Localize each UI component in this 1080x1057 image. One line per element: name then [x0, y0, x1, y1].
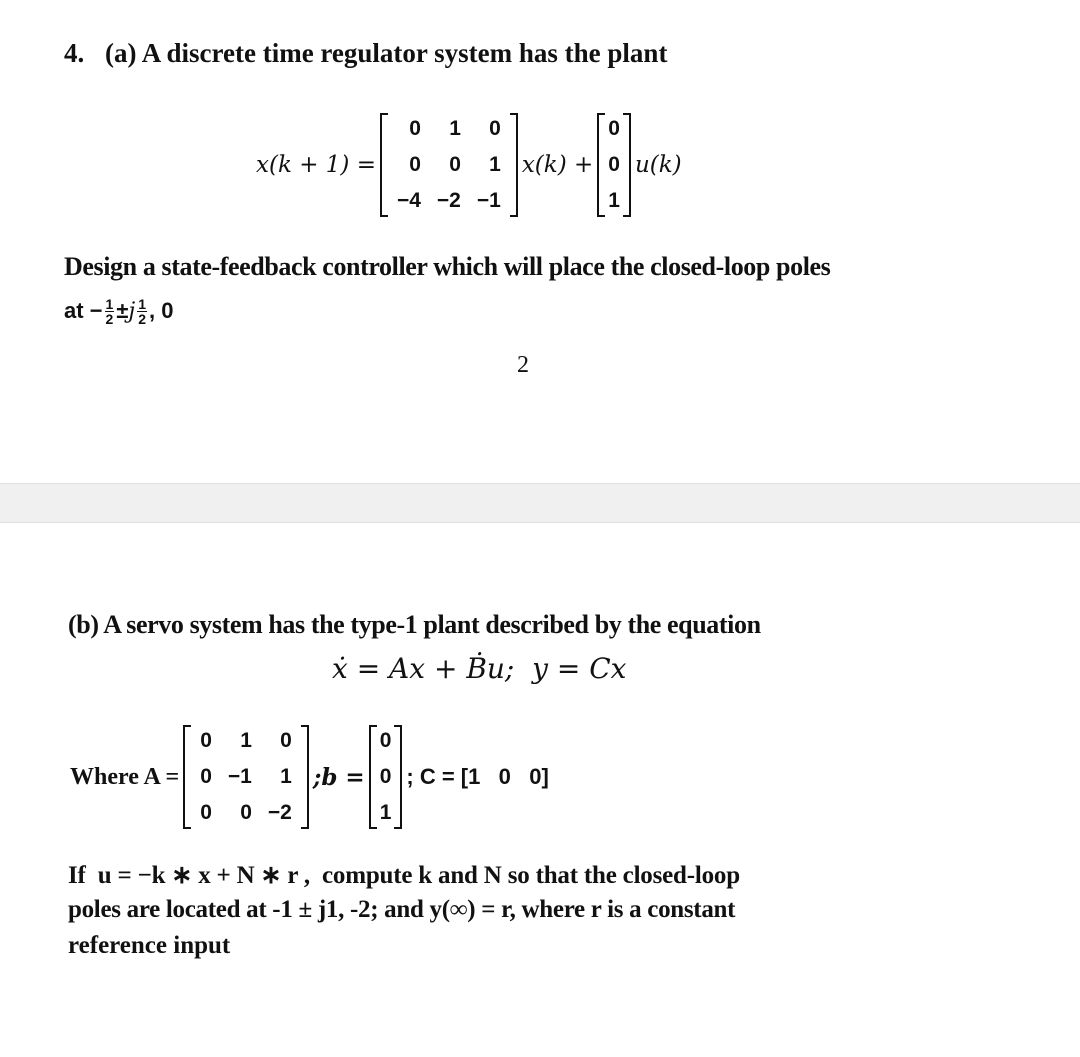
where-label: Where A = — [70, 763, 180, 790]
matrix-cell: 0 — [409, 117, 421, 140]
matrix-cell: 0 — [280, 729, 292, 752]
state-equation: ẋ = Ax + Ḃu; y = Cx — [332, 652, 627, 685]
vector-b — [597, 111, 631, 219]
vector-cell: 0 — [379, 729, 392, 752]
matrix-cell: −2 — [436, 189, 461, 212]
matrix-cell: −4 — [396, 189, 421, 212]
question-number: 4. — [64, 38, 85, 68]
matrix-cell: −1 — [476, 189, 501, 212]
fraction-one-half — [137, 297, 147, 326]
matrix-cell: 0 — [200, 729, 212, 752]
plant-equation — [256, 112, 682, 218]
matrix-cell: −2 — [267, 801, 292, 824]
heading-text-a: (a) A discrete time regulator system has the plant — [105, 38, 668, 68]
matrix-cell: 1 — [280, 765, 292, 788]
matrix-cell: 0 — [409, 153, 421, 176]
matrix-cell: 0 — [200, 801, 212, 824]
question-heading-a — [64, 38, 667, 69]
vector-cell: 0 — [608, 117, 620, 140]
vector-cell: 1 — [608, 189, 620, 212]
matrix-cell: 0 — [240, 801, 252, 824]
vector-cell: 0 — [608, 153, 620, 176]
problem-text-line-1: If u = −k ∗ x + N ∗ r , compute k and N so that the closed-loop — [68, 862, 740, 889]
fraction-numerator: 1 — [105, 295, 114, 312]
vector-cell: 1 — [379, 801, 392, 824]
fraction-denominator: 2 — [138, 310, 147, 327]
input-term: u(k) — [634, 152, 682, 178]
matrix-cell: 1 — [449, 117, 461, 140]
matrix-cell: 0 — [489, 117, 501, 140]
problem-text-line-2: poles are located at -1 ± j1, -2; and y(∞) = r, where r is a constant — [68, 896, 736, 923]
matrix-cell: 1 — [240, 729, 252, 752]
matrix-a-servo — [183, 723, 309, 831]
heading-text-b: (b) A servo system has the type-1 plant described by the equation — [68, 610, 761, 639]
fraction-denominator: 2 — [105, 310, 114, 327]
problem-text-line-3: reference input — [68, 932, 231, 959]
matrix-cell: −1 — [227, 765, 252, 788]
matrix-a — [380, 111, 518, 219]
matrix-cell: 0 — [200, 765, 212, 788]
fraction-numerator: 1 — [138, 295, 147, 312]
design-text: Design a state-feedback controller which will place the closed-loop poles — [64, 252, 831, 281]
imaginary-unit: j — [128, 298, 136, 324]
fraction-one-half — [105, 297, 115, 326]
c-label: ; C = [1 0 0] — [406, 764, 549, 789]
state-term: x(k) + — [521, 152, 594, 178]
vector-cell: 0 — [379, 765, 392, 788]
vector-b-servo — [369, 723, 403, 831]
b-label: ;b = — [312, 763, 365, 791]
system-matrices — [70, 727, 549, 827]
page-separator — [0, 483, 1080, 523]
plus-minus: ± — [116, 298, 129, 323]
equation-lhs: x(k + 1) = — [256, 152, 376, 178]
matrix-cell: 1 — [489, 153, 501, 176]
matrix-cell: 0 — [449, 153, 461, 176]
poles-prefix: at − — [64, 298, 103, 323]
pole-locations — [64, 288, 174, 334]
page-number: 2 — [517, 352, 529, 378]
poles-suffix: , 0 — [149, 298, 174, 323]
